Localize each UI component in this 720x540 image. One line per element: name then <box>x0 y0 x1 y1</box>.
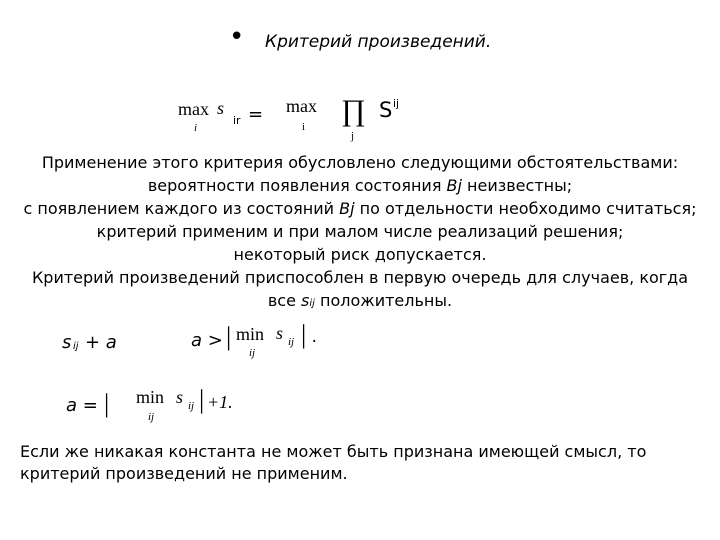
bullet-icon: • <box>229 22 245 52</box>
para-line-2: вероятности появления состояния Bj неизвестны; <box>147 176 573 195</box>
formula1-equals: = <box>248 104 264 125</box>
conclusion-paragraph: Если же никакая константа не может быть признана имеющей смысл, то критерий произведений не применим. <box>20 442 647 483</box>
conditions-paragraph <box>0 151 720 315</box>
formula1-sub-j: j <box>351 130 355 142</box>
para-line-5: некоторый риск допускается. <box>233 245 487 264</box>
product-symbol: ∏ <box>341 94 366 127</box>
formula2-sub: ij <box>73 341 79 352</box>
formula1-sub-i: i <box>194 122 198 134</box>
formula3-bar-right: | <box>301 320 307 349</box>
formula3-sub-ij: ij <box>249 347 256 359</box>
para-line-3: с появлением каждого из состояний Bj по отдельности необходимо считаться; <box>23 199 697 218</box>
formula1-max2: max <box>286 96 317 116</box>
formula3-dot: . <box>312 326 317 346</box>
formula1-sub-i2: i <box>302 121 306 133</box>
formula3-min: min <box>236 324 265 344</box>
formula2-plus-a: + a <box>85 332 117 353</box>
formula4-a-eq: a = <box>66 395 98 416</box>
formula4-plus-one: +1. <box>207 392 233 412</box>
slide-title: Критерий произведений. <box>265 32 492 52</box>
para-line-1: Применение этого критерия обусловлено следующими обстоятельствами: <box>41 153 679 172</box>
para-line-4: критерий применим и при малом числе реализаций решения; <box>96 222 624 241</box>
formula3-bar-left: | <box>226 322 232 351</box>
formula3-s: s <box>276 323 284 343</box>
formula4-s: s <box>176 387 184 407</box>
formula1-big-s: S <box>379 98 393 122</box>
formula4-min: min <box>136 387 165 407</box>
para-line-7: все sij положительны. <box>267 291 453 310</box>
formula4-bar-right: | <box>199 385 205 414</box>
formula1-s: s <box>217 98 225 118</box>
para-line-6: Критерий произведений приспособлен в первую очередь для случаев, когда <box>31 268 689 287</box>
formula4-bar-left: | <box>104 389 110 418</box>
formula1-max: max <box>178 99 209 119</box>
formula2-s: s <box>62 332 72 353</box>
formula3-sub-ij2: ij <box>288 336 295 348</box>
formula4-sub-ij: ij <box>148 411 155 423</box>
formula3-a-gt: a > <box>191 330 223 351</box>
formula1-sup-ij: ij <box>393 97 400 110</box>
formula1-sub-ir: ir <box>233 114 241 127</box>
formula4-sub-ij2: ij <box>188 400 195 412</box>
